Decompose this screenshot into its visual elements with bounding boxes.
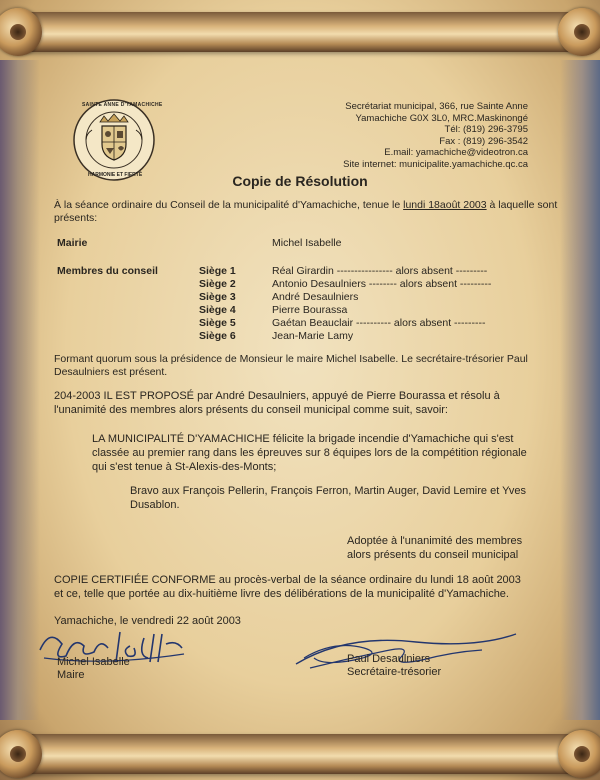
quorum-line-1: Formant quorum sous la présidence de Monsieur le maire Michel Isabelle. Le secrétaire-trésorier Paul — [54, 353, 528, 365]
contact-city: Yamachiche G0X 3L0, MRC.Maskinongé — [355, 112, 528, 124]
place-date: Yamachiche, le vendredi 22 août 2003 — [54, 615, 241, 627]
contact-fax: Fax : (819) 296-3542 — [439, 135, 528, 147]
contact-website: Site internet: municipalite.yamachiche.qc.ca — [343, 158, 528, 170]
seat-4-label: Siège 4 — [199, 304, 236, 316]
resolution-line-1: LA MUNICIPALITÉ D'YAMACHICHE félicite la brigade incendie d'Yamachiche qui s'est — [92, 433, 514, 445]
mayor-role: Maire — [57, 669, 85, 681]
scroll-roll-bottom-right-end — [558, 730, 600, 778]
intro-text-before: À la séance ordinaire du Conseil de la municipalité d'Yamachiche, tenue le — [54, 199, 401, 211]
quorum-line-2: Desaulniers est présent. — [54, 366, 168, 378]
seat-4-name: Pierre Bourassa — [272, 304, 348, 316]
seat-3-name: André Desaulniers — [272, 291, 359, 303]
secretary-name: Paul Desaulniers — [347, 653, 431, 665]
certified-line-2: et ce, telle que portée au dix-huitième livre des délibérations de la municipalité d'Yamachiche. — [54, 588, 509, 600]
scroll-roll-top — [0, 0, 600, 70]
contact-address: Secrétariat municipal, 366, rue Sainte Anne — [345, 101, 528, 112]
adopted-line-2: alors présents du conseil municipal — [347, 549, 519, 561]
seat-1-label: Siège 1 — [199, 265, 236, 277]
contact-email: E.mail: yamachiche@videotron.ca — [384, 147, 528, 158]
resolution-line-2: classée au premier rang dans les épreuves sur 8 équipes lors de la compétition régionale — [92, 447, 527, 459]
seat-1-name: Réal Girardin ---------------- alors absent --------- — [272, 265, 488, 277]
seal-top-text: SAINTE ANNE D'YAMACHICHE — [82, 102, 163, 108]
seal-bottom-text: HARMONIE ET FIERTÉ — [88, 172, 143, 178]
council-label: Membres du conseil — [57, 265, 158, 277]
seat-5-label: Siège 5 — [199, 317, 236, 329]
seat-2-label: Siège 2 — [199, 278, 236, 290]
intro-date: lundi 18août 2003 — [403, 199, 487, 211]
scroll-roll-bottom-bar — [0, 734, 600, 774]
municipal-seal — [72, 98, 163, 182]
certified-line-1: COPIE CERTIFIÉE CONFORME au procès-verbal de la séance ordinaire du lundi 18 août 2003 — [54, 574, 521, 586]
mayor-name: Michel Isabelle — [57, 656, 130, 668]
bravo-line-1: Bravo aux François Pellerin, François Ferron, Martin Auger, David Lemire et Yves — [130, 485, 526, 497]
seat-6-label: Siège 6 — [199, 330, 236, 342]
intro-line-2: présents: — [54, 212, 98, 224]
document-title: Copie de Résolution — [232, 173, 368, 189]
parchment-right-edge — [560, 60, 600, 720]
proposal-line-2: l'unanimité des membres alors présents du conseil municipal comme suit, savoir: — [54, 404, 448, 416]
seat-6-name: Jean-Marie Lamy — [272, 330, 354, 342]
scroll-roll-bottom — [0, 710, 600, 780]
proposal-line-1: 204-2003 IL EST PROPOSÉ par André Desaulniers, appuyé de Pierre Bourassa et résolu à — [54, 390, 500, 402]
adopted-line-1: Adoptée à l'unanimité des membres — [347, 535, 523, 547]
scroll-roll-top-right-end — [558, 8, 600, 56]
intro-text-after: à laquelle sont — [489, 199, 558, 211]
mairie-name: Michel Isabelle — [272, 237, 342, 249]
mairie-label: Mairie — [57, 237, 88, 249]
intro-line — [54, 199, 557, 212]
seat-5-name: Gaétan Beauclair ---------- alors absent --------- — [272, 317, 486, 329]
seat-2-name: Antonio Desaulniers -------- alors absent --------- — [272, 278, 492, 290]
seat-3-label: Siège 3 — [199, 291, 236, 303]
bravo-line-2: Dusablon. — [130, 499, 180, 511]
secretary-role: Secrétaire-trésorier — [347, 666, 442, 678]
contact-block — [268, 101, 528, 170]
contact-phone: Tél: (819) 296-3795 — [444, 124, 528, 135]
scroll-roll-top-bar — [0, 12, 600, 52]
seal-emblem-icon — [72, 98, 156, 182]
resolution-line-3: qui s'est tenue à St-Alexis-des-Monts; — [92, 461, 277, 473]
